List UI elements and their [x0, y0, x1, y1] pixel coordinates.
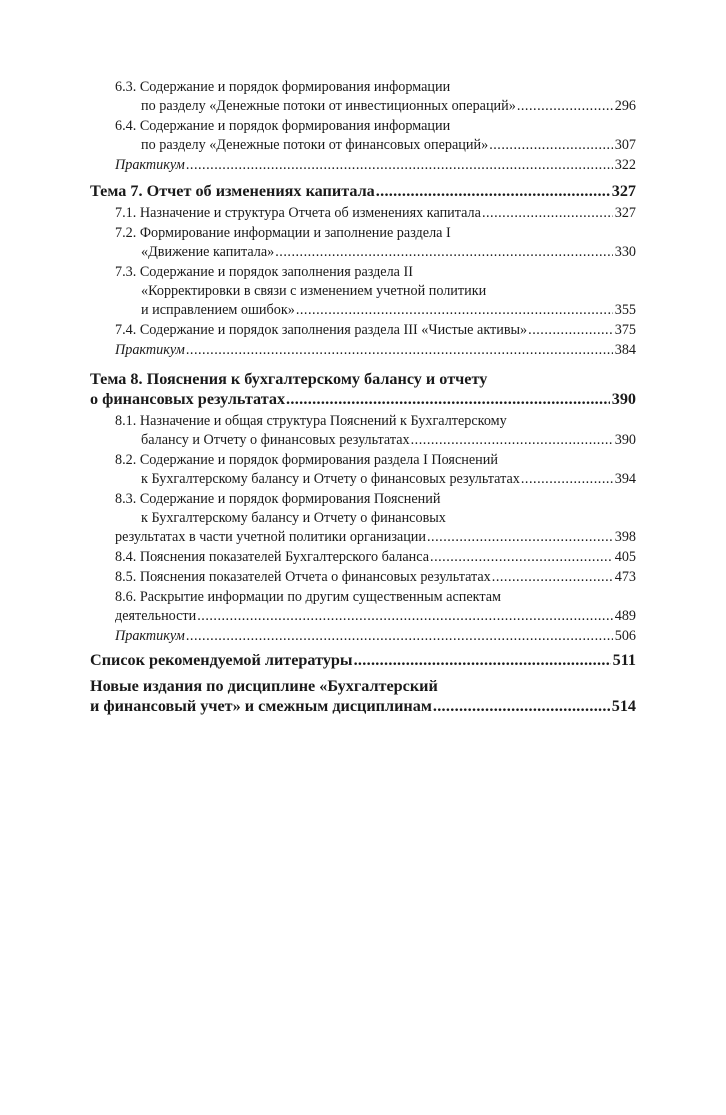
toc-topic-title-line: Тема 8. Пояснения к бухгалтерскому балансу и отчету	[90, 370, 488, 388]
page-number: 390	[611, 390, 636, 408]
toc-bibliography	[90, 650, 636, 670]
toc-topic-title-line: Новые издания по дисциплине «Бухгалтерский	[90, 677, 438, 695]
toc-topic-8	[90, 369, 636, 409]
dot-leader	[427, 528, 613, 547]
toc-entry-8-6	[90, 588, 636, 626]
page-number: 506	[614, 628, 636, 644]
toc-entry-title: Практикум	[115, 342, 185, 358]
dot-leader	[528, 321, 613, 340]
page-number: 514	[611, 697, 636, 715]
toc-entry-title-line: 8.1. Назначение и общая структура Пояснений к Бухгалтерскому	[115, 413, 507, 429]
page-number: 489	[614, 608, 636, 624]
dot-leader	[482, 204, 613, 223]
dot-leader	[186, 341, 613, 360]
dot-leader	[411, 431, 613, 450]
toc-entry-title-line: 8.4. Пояснения показателей Бухгалтерского баланса	[115, 549, 430, 565]
toc-entry-title-line: 6.3. Содержание и порядок формирования информации	[115, 79, 451, 95]
toc-entry-title-line: «Движение капитала»	[141, 244, 275, 260]
page-number: 398	[614, 529, 636, 545]
toc-entry-title-line: «Корректировки в связи с изменением учетной политики	[141, 283, 487, 299]
toc-entry-8-5	[90, 568, 636, 587]
toc-entry-8-2	[90, 451, 636, 489]
toc-entry-title-line: балансу и Отчету о финансовых результатах	[141, 432, 410, 448]
dot-leader	[430, 548, 613, 567]
toc-entry-title-line: 8.2. Содержание и порядок формирования раздела I Пояснений	[115, 452, 498, 468]
toc-entry-practicum-7	[90, 341, 636, 360]
page-number: 355	[614, 302, 636, 318]
toc-entry-practicum-8	[90, 627, 636, 646]
toc-entry-title-line: 7.4. Содержание и порядок заполнения раздела III «Чистые активы»	[115, 322, 528, 338]
toc-new-editions	[90, 676, 636, 716]
page-number: 296	[614, 98, 636, 114]
toc-entry-title: Практикум	[115, 157, 185, 173]
table-of-contents	[90, 78, 636, 719]
page-number: 473	[614, 569, 636, 585]
dot-leader	[275, 243, 612, 262]
toc-entry-title-line: к Бухгалтерскому балансу и Отчету о финансовых	[141, 510, 446, 526]
page-number: 375	[614, 322, 636, 338]
page-number: 390	[614, 432, 636, 448]
toc-entry-title-line: деятельности	[115, 608, 197, 624]
toc-entry-7-1	[90, 204, 636, 223]
toc-entry-title-line: к Бухгалтерскому балансу и Отчету о финансовых результатах	[141, 471, 520, 487]
dot-leader	[354, 650, 611, 670]
toc-entry-title-line: 7.2. Формирование информации и заполнение раздела I	[115, 225, 451, 241]
page-number: 327	[611, 182, 636, 200]
dot-leader	[517, 97, 613, 116]
page-number: 384	[614, 342, 636, 358]
dot-leader	[296, 301, 613, 320]
toc-entry-title: Практикум	[115, 628, 185, 644]
toc-entry-practicum-6	[90, 156, 636, 175]
toc-entry-title-line: 8.6. Раскрытие информации по другим существенным аспектам	[115, 589, 501, 605]
dot-leader	[186, 156, 613, 175]
dot-leader	[186, 627, 613, 646]
dot-leader	[433, 696, 610, 716]
dot-leader	[489, 136, 613, 155]
toc-entry-6-3	[90, 78, 636, 116]
page-number: 394	[614, 471, 636, 487]
dot-leader	[286, 389, 610, 409]
toc-entry-title-line: 8.3. Содержание и порядок формирования Пояснений	[115, 491, 441, 507]
toc-topic-7	[90, 181, 636, 201]
toc-entry-title-line: 7.3. Содержание и порядок заполнения раздела II	[115, 264, 413, 280]
toc-entry-8-4	[90, 548, 636, 567]
toc-entry-7-3	[90, 263, 636, 320]
toc-entry-7-4	[90, 321, 636, 340]
toc-topic-title: Тема 7. Отчет об изменениях капитала	[90, 182, 375, 200]
toc-entry-8-3	[90, 490, 636, 547]
dot-leader	[376, 181, 610, 201]
page-number: 322	[614, 157, 636, 173]
toc-topic-title-line: и финансовый учет» и смежным дисциплинам	[90, 697, 432, 715]
toc-entry-title-line: 7.1. Назначение и структура Отчета об изменениях капитала	[115, 205, 481, 221]
toc-entry-8-1	[90, 412, 636, 450]
toc-entry-title-line: и исправлением ошибок»	[141, 302, 295, 318]
page-number: 330	[614, 244, 636, 260]
toc-entry-title-line: 8.5. Пояснения показателей Отчета о финансовых результатах	[115, 569, 491, 585]
dot-leader	[492, 568, 613, 587]
toc-entry-6-4	[90, 117, 636, 155]
dot-leader	[197, 607, 613, 626]
toc-entry-title-line: по разделу «Денежные потоки от инвестиционных операций»	[141, 98, 516, 114]
toc-entry-7-2	[90, 224, 636, 262]
toc-topic-title: Список рекомендуемой литературы	[90, 651, 353, 669]
page-number: 327	[614, 205, 636, 221]
toc-entry-title-line: результатах в части учетной политики организации	[115, 529, 426, 545]
page-number: 511	[612, 651, 636, 669]
toc-entry-title-line: 6.4. Содержание и порядок формирования информации	[115, 118, 451, 134]
toc-topic-title-line: о финансовых результатах	[90, 390, 286, 408]
dot-leader	[521, 470, 613, 489]
toc-entry-title-line: по разделу «Денежные потоки от финансовых операций»	[141, 137, 489, 153]
page-number: 307	[614, 137, 636, 153]
page-number: 405	[614, 549, 636, 565]
